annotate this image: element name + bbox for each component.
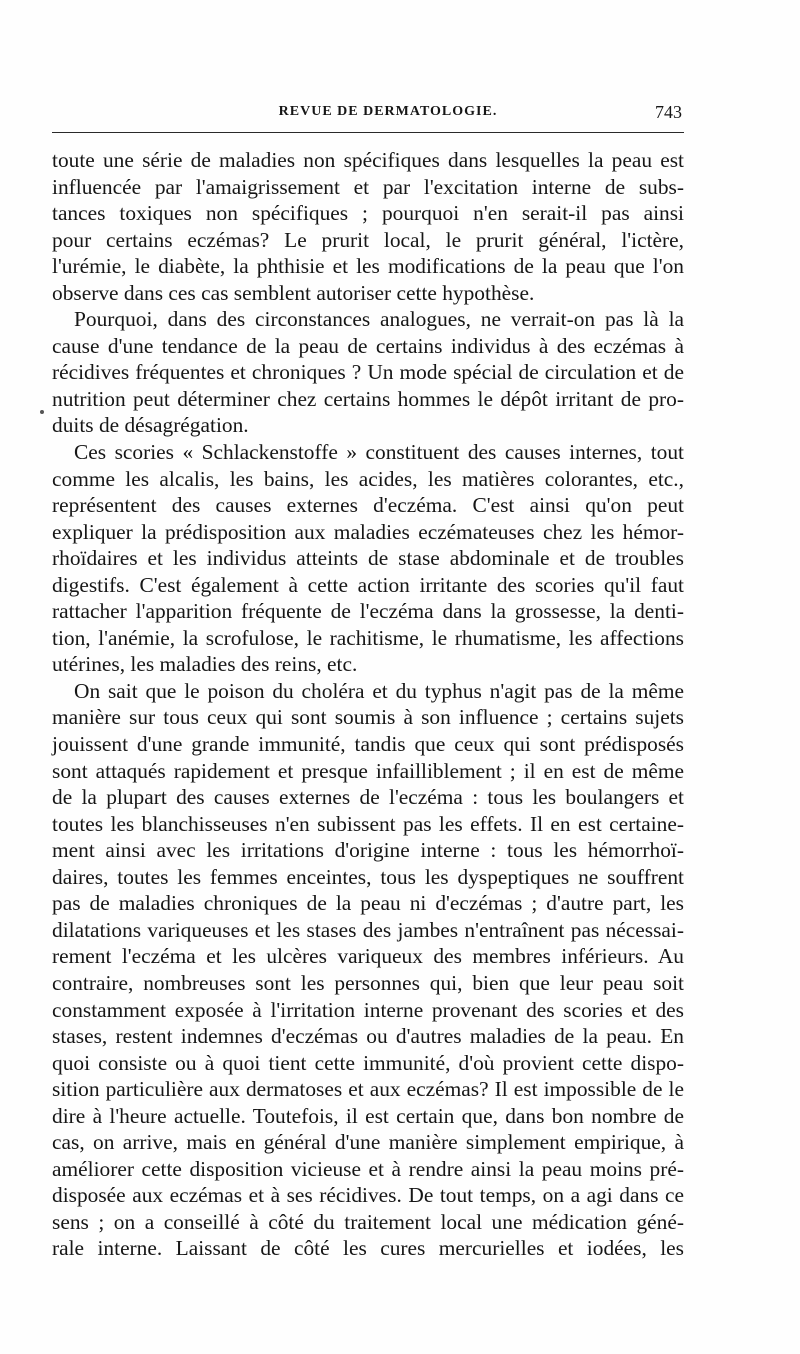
text-line: sens ; on a conseillé à côté du traitement local une médication géné- xyxy=(52,1209,684,1234)
text-line: dilatations variqueuses et les stases des jambes n'entraînent pas nécessai- xyxy=(52,917,684,942)
text-line: sont attaqués rapidement et presque infailliblement ; il en est de même xyxy=(52,758,684,783)
text-line: améliorer cette disposition vicieuse et à rendre ainsi la peau moins pré- xyxy=(52,1156,684,1181)
text-line: pour certains eczémas? Le prurit local, le prurit général, l'ictère, xyxy=(52,227,684,252)
header-rule xyxy=(52,132,684,133)
text-line: constamment exposée à l'irritation interne provenant des scories et des xyxy=(52,997,684,1022)
page-number: 743 xyxy=(655,102,682,122)
text-line: représentent des causes externes d'eczéma. C'est ainsi qu'on peut xyxy=(52,493,684,518)
text-line: stases, restent indemnes d'eczémas ou d'autres maladies de la peau. En xyxy=(52,1024,684,1049)
text-line: daires, toutes les femmes enceintes, tous les dyspeptiques ne souffrent xyxy=(52,864,684,889)
text-line: dire à l'heure actuelle. Toutefois, il est certain que, dans bon nombre de xyxy=(52,1103,684,1128)
text-line: de la plupart des causes externes de l'eczéma : tous les boulangers et xyxy=(52,785,684,810)
text-line: On sait que le poison du choléra et du typhus n'agit pas de la même xyxy=(74,678,684,703)
text-line: disposée aux eczémas et à ses récidives. De tout temps, on a agi dans ce xyxy=(52,1183,684,1208)
text-line: pas de maladies chroniques de la peau ni d'eczémas ; d'autre part, les xyxy=(52,891,684,916)
text-line: toutes les blanchisseuses n'en subissent pas les effets. Il en est certaine- xyxy=(52,811,684,836)
margin-mark xyxy=(40,410,44,414)
text-line: jouissent d'une grande immunité, tandis que ceux qui sont prédisposés xyxy=(52,732,684,757)
text-line: rale interne. Laissant de côté les cures mercurielles et iodées, les xyxy=(52,1236,684,1261)
text-line: toute une série de maladies non spécifiques dans lesquelles la peau est xyxy=(52,148,684,172)
text-line: Ces scories « Schlackenstoffe » constituent des causes internes, tout xyxy=(74,440,684,465)
text-line: influencée par l'amaigrissement et par l'excitation interne de subs- xyxy=(52,174,684,199)
text-line: récidives fréquentes et chroniques ? Un mode spécial de circulation et de xyxy=(52,360,684,385)
text-line: l'urémie, le diabète, la phthisie et les modifications de la peau que l'on xyxy=(52,254,684,279)
page-header xyxy=(52,104,684,130)
text-line: sition particulière aux dermatoses et aux eczémas? Il est impossible de le xyxy=(52,1077,684,1102)
text-line: manière sur tous ceux qui sont soumis à son influence ; certains sujets xyxy=(52,705,684,730)
text-line: rattacher l'apparition fréquente de l'eczéma dans la grossesse, la denti- xyxy=(52,599,684,624)
text-line: quoi consiste ou à quoi tient cette immunité, d'où provient cette dispo- xyxy=(52,1050,684,1075)
text-line: expliquer la prédisposition aux maladies eczémateuses chez les hémor- xyxy=(52,519,684,544)
text-line: contraire, nombreuses sont les personnes qui, bien que leur peau soit xyxy=(52,970,684,995)
text-line: rement l'eczéma et les ulcères variqueux des membres inférieurs. Au xyxy=(52,944,684,969)
text-line: cas, on arrive, mais en général d'une manière simplement empirique, à xyxy=(52,1130,684,1155)
text-line: comme les alcalis, les bains, les acides, les matières colorantes, etc., xyxy=(52,466,684,491)
text-line: tances toxiques non spécifiques ; pourquoi n'en serait-il pas ainsi xyxy=(52,201,684,226)
text-line: tion, l'anémie, la scrofulose, le rachitisme, le rhumatisme, les affections xyxy=(52,625,684,650)
text-line: rhoïdaires et les individus atteints de stase abdominale et de troubles xyxy=(52,546,684,571)
running-title: REVUE DE DERMATOLOGIE. xyxy=(278,104,498,119)
text-line: digestifs. C'est également à cette action irritante des scories qu'il faut xyxy=(52,572,684,597)
text-line: duits de désagrégation. xyxy=(52,413,249,438)
text-line: Pourquoi, dans des circonstances analogues, ne verrait-on pas là la xyxy=(74,307,684,332)
text-line: utérines, les maladies des reins, etc. xyxy=(52,652,358,677)
text-line: ment ainsi avec les irritations d'origine interne : tous les hémorrhoï- xyxy=(52,838,684,863)
text-line: cause d'une tendance de la peau de certains individus à des eczémas à xyxy=(52,333,684,358)
text-line: nutrition peut déterminer chez certains hommes le dépôt irritant de pro- xyxy=(52,386,684,411)
body-text xyxy=(52,147,684,1261)
text-line: observe dans ces cas semblent autoriser cette hypothèse. xyxy=(52,280,535,305)
